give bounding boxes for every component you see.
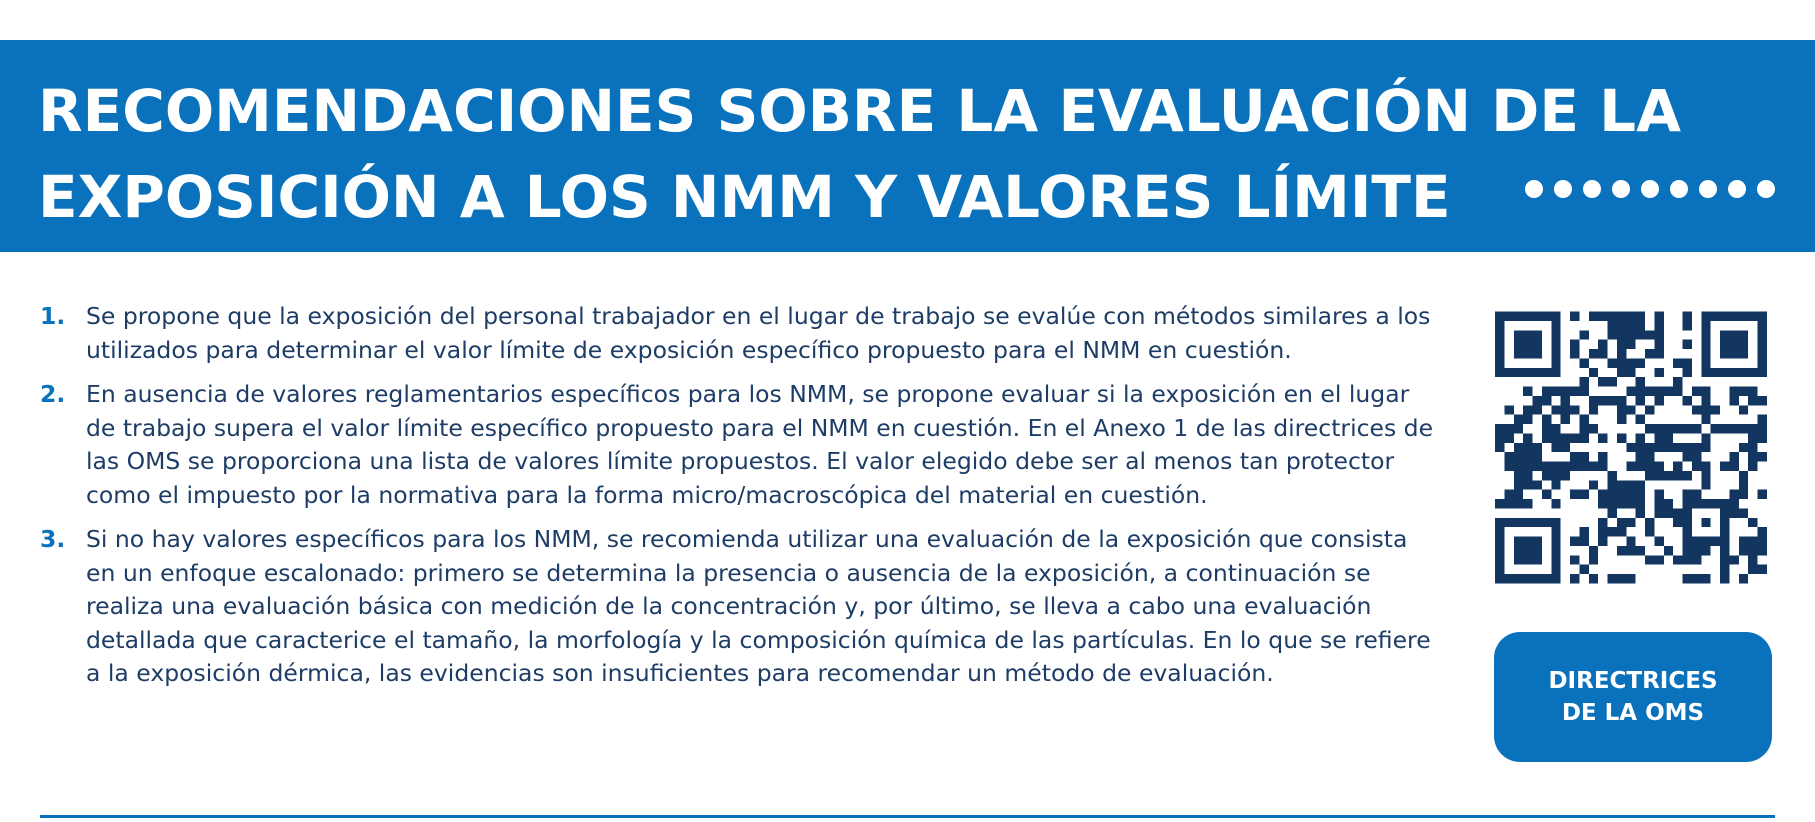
dot-icon	[1583, 180, 1601, 198]
dot-icon	[1641, 180, 1659, 198]
page-title	[38, 68, 1681, 240]
item-number: 2.	[40, 380, 66, 408]
bottom-divider	[40, 815, 1775, 818]
item-text: Si no hay valores específicos para los NMM, se recomienda utilizar una evaluación de la exposición que consista en un enfoque escalonado: primero se determina la presencia o ausencia de la exposición, a continuación se realiza una evaluación básica con medición de la concentración y, por último, se lleva a cabo una evaluación detallada que caracterice el tamaño, la morfología y la composición química de las partículas. En lo que se refiere a la exposición dérmica, las evidencias son insuficientes para recomendar un método de evaluación.	[86, 525, 1431, 687]
title-line-1: RECOMENDACIONES SOBRE LA EVALUACIÓN DE LA	[38, 77, 1681, 145]
item-number: 1.	[40, 302, 66, 330]
list-item	[40, 523, 1440, 691]
dot-icon	[1728, 180, 1746, 198]
item-text: Se propone que la exposición del personal trabajador en el lugar de trabajo se evalúe con métodos similares a los utilizados para determinar el valor límite de exposición específico propuesto para el NMM en cuestión.	[86, 302, 1431, 364]
qr-code-icon[interactable]	[1495, 310, 1767, 585]
dot-icon	[1670, 180, 1688, 198]
list-item	[40, 378, 1440, 512]
decorative-dots-icon	[1525, 180, 1775, 198]
dot-icon	[1525, 180, 1543, 198]
recommendations-list	[40, 300, 1440, 702]
list-item	[40, 300, 1440, 367]
item-text: En ausencia de valores reglamentarios específicos para los NMM, se propone evaluar si la exposición en el lugar de trabajo supera el valor límite específico propuesto para el NMM en cuestión. En el Anexo 1 de las directrices de las OMS se proporciona una lista de valores límite propuestos. El valor elegido debe ser al menos tan protector como el impuesto por la normativa para la forma micro/macroscópica del material en cuestión.	[86, 380, 1434, 509]
dot-icon	[1757, 180, 1775, 198]
dot-icon	[1699, 180, 1717, 198]
dot-icon	[1554, 180, 1572, 198]
item-number: 3.	[40, 525, 66, 553]
dot-icon	[1612, 180, 1630, 198]
directrices-oms-button[interactable]: DIRECTRICES DE LA OMS	[1494, 632, 1772, 762]
title-line-2: EXPOSICIÓN A LOS NMM Y VALORES LÍMITE	[38, 163, 1451, 231]
